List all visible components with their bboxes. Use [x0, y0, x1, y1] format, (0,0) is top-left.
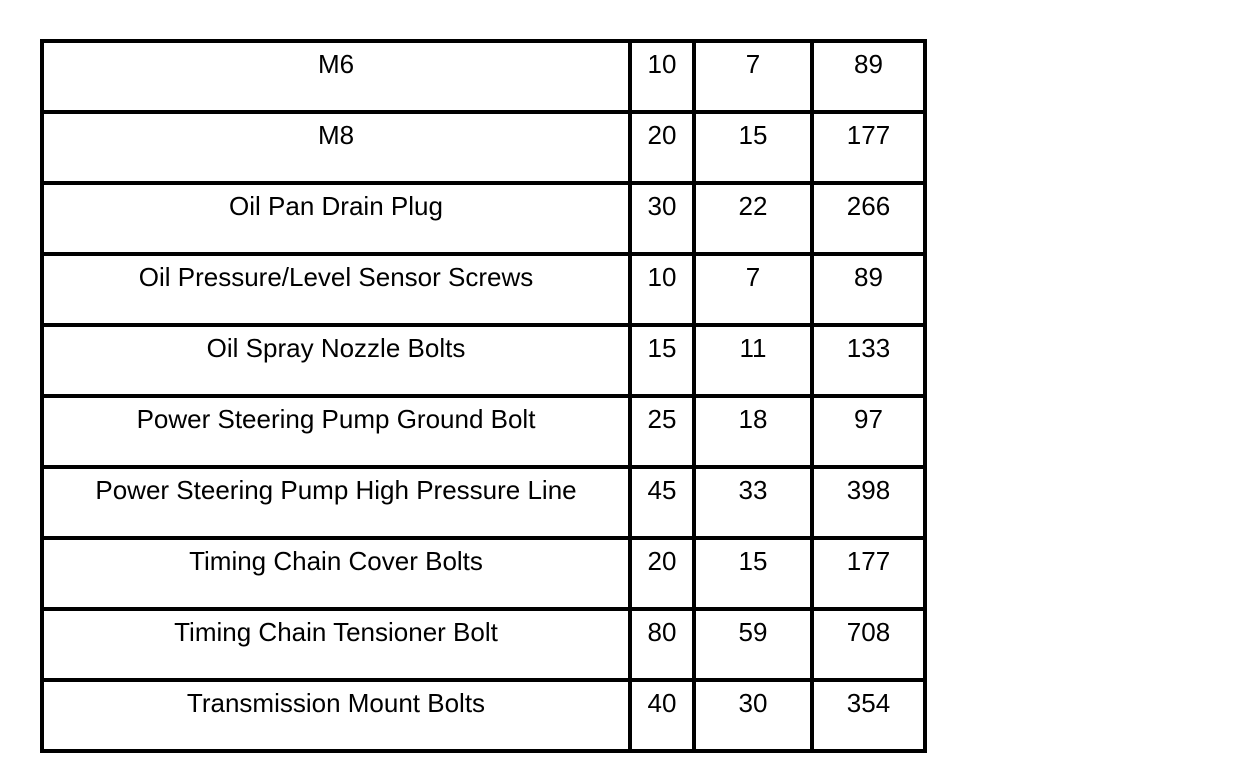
application-cell: Power Steering Pump Ground Bolt [42, 396, 630, 467]
lb-in-cell: 89 [812, 41, 925, 112]
nm-cell: 20 [630, 112, 694, 183]
nm-cell: 30 [630, 183, 694, 254]
nm-cell: 25 [630, 396, 694, 467]
table-body [42, 41, 925, 751]
application-cell: Timing Chain Cover Bolts [42, 538, 630, 609]
nm-cell: 10 [630, 41, 694, 112]
lb-ft-cell: 11 [694, 325, 812, 396]
application-cell: Transmission Mount Bolts [42, 680, 630, 751]
application-cell: Oil Pressure/Level Sensor Screws [42, 254, 630, 325]
application-cell: Timing Chain Tensioner Bolt [42, 609, 630, 680]
table-row [42, 41, 925, 112]
nm-cell: 45 [630, 467, 694, 538]
lb-ft-cell: 7 [694, 254, 812, 325]
lb-ft-cell: 18 [694, 396, 812, 467]
nm-cell: 10 [630, 254, 694, 325]
table-row [42, 254, 925, 325]
lb-ft-cell: 15 [694, 112, 812, 183]
nm-cell: 20 [630, 538, 694, 609]
nm-cell: 40 [630, 680, 694, 751]
lb-ft-cell: 33 [694, 467, 812, 538]
application-cell: Oil Spray Nozzle Bolts [42, 325, 630, 396]
table-row [42, 538, 925, 609]
lb-ft-cell: 22 [694, 183, 812, 254]
application-cell: Oil Pan Drain Plug [42, 183, 630, 254]
application-cell: M6 [42, 41, 630, 112]
lb-ft-cell: 7 [694, 41, 812, 112]
application-cell: M8 [42, 112, 630, 183]
lb-in-cell: 354 [812, 680, 925, 751]
nm-cell: 15 [630, 325, 694, 396]
table-row [42, 396, 925, 467]
lb-ft-cell: 15 [694, 538, 812, 609]
table-row [42, 183, 925, 254]
lb-in-cell: 708 [812, 609, 925, 680]
lb-ft-cell: 59 [694, 609, 812, 680]
application-cell: Power Steering Pump High Pressure Line [42, 467, 630, 538]
table-row [42, 325, 925, 396]
table-row [42, 467, 925, 538]
nm-cell: 80 [630, 609, 694, 680]
lb-ft-cell: 30 [694, 680, 812, 751]
lb-in-cell: 177 [812, 538, 925, 609]
table-row [42, 680, 925, 751]
lb-in-cell: 133 [812, 325, 925, 396]
torque-spec-table [40, 39, 927, 753]
lb-in-cell: 266 [812, 183, 925, 254]
table-row [42, 609, 925, 680]
lb-in-cell: 89 [812, 254, 925, 325]
lb-in-cell: 177 [812, 112, 925, 183]
lb-in-cell: 97 [812, 396, 925, 467]
lb-in-cell: 398 [812, 467, 925, 538]
table-row [42, 112, 925, 183]
